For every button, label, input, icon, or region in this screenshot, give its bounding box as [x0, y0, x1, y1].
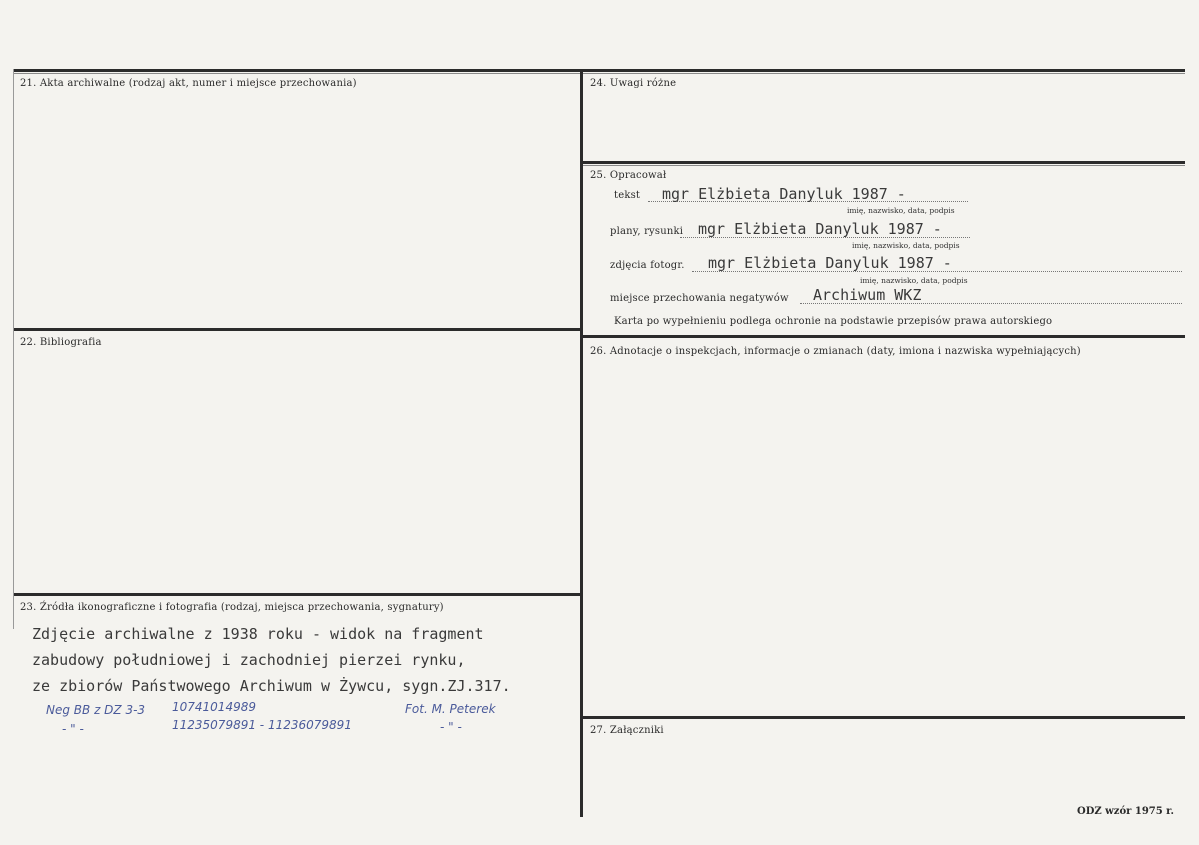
tekst-value: mgr Elżbieta Danyluk 1987 - — [662, 185, 906, 203]
tekst-label: tekst — [614, 190, 641, 201]
zdjecia-caption: imię, nazwisko, data, podpis — [860, 276, 968, 285]
copyright-note: Karta po wypełnieniu podlega ochronie na podstawie przepisów prawa autorskiego — [614, 316, 1053, 327]
section-25-label: 25. Opracował — [590, 170, 667, 181]
handwritten-num1: 10741014989 — [172, 700, 256, 714]
center-divider — [580, 69, 583, 817]
handwritten-num2: 11235079891 - 11236079891 — [172, 718, 352, 732]
negatywy-value: Archiwum WKZ — [813, 286, 922, 304]
section-22-rule — [14, 328, 580, 331]
section-23-label: 23. Źródła ikonograficzne i fotografia (rodzaj, miejsca przechowania, sygnatury) — [20, 602, 444, 613]
section-23-line-3: ze zbiorów Państwowego Archiwum w Żywcu, sygn.ZJ.317. — [32, 677, 511, 695]
negatywy-label: miejsce przechowania negatywów — [610, 293, 789, 304]
section-26-label: 26. Adnotacje o inspekcjach, informacje o zmianach (daty, imiona i nazwiska wypełniających) — [590, 346, 1081, 357]
zdjecia-value: mgr Elżbieta Danyluk 1987 - — [708, 254, 952, 272]
plany-caption: imię, nazwisko, data, podpis — [852, 241, 960, 250]
left-edge — [13, 69, 14, 629]
section-24-label: 24. Uwagi różne — [590, 78, 677, 89]
section-23-rule — [14, 593, 580, 596]
section-27-label: 27. Załączniki — [590, 725, 664, 736]
top-rule — [14, 69, 1185, 72]
section-25-rule — [583, 161, 1185, 164]
handwritten-ditto-2: - " - — [440, 720, 462, 734]
form-model-footer: ODZ wzór 1975 r. — [1077, 806, 1175, 817]
section-23-line-1: Zdjęcie archiwalne z 1938 roku - widok na fragment — [32, 625, 484, 643]
plany-value: mgr Elżbieta Danyluk 1987 - — [698, 220, 942, 238]
section-21-label: 21. Akta archiwalne (rodzaj akt, numer i miejsce przechowania) — [20, 78, 357, 89]
tekst-caption: imię, nazwisko, data, podpis — [847, 206, 955, 215]
section-25-rule-thin — [583, 165, 1185, 166]
plany-label: plany, rysunki — [610, 226, 684, 237]
section-22-label: 22. Bibliografia — [20, 337, 102, 348]
handwritten-ditto-1: - " - — [62, 722, 84, 736]
top-rule-thin — [14, 73, 1185, 74]
handwritten-fot: Fot. M. Peterek — [405, 702, 496, 716]
handwritten-neg: Neg BB z DZ 3-3 — [46, 703, 146, 717]
section-23-line-2: zabudowy południowej i zachodniej pierzei rynku, — [32, 651, 466, 669]
zdjecia-label: zdjęcia fotogr. — [610, 260, 685, 271]
section-27-rule — [583, 716, 1185, 719]
section-26-rule — [583, 335, 1185, 338]
